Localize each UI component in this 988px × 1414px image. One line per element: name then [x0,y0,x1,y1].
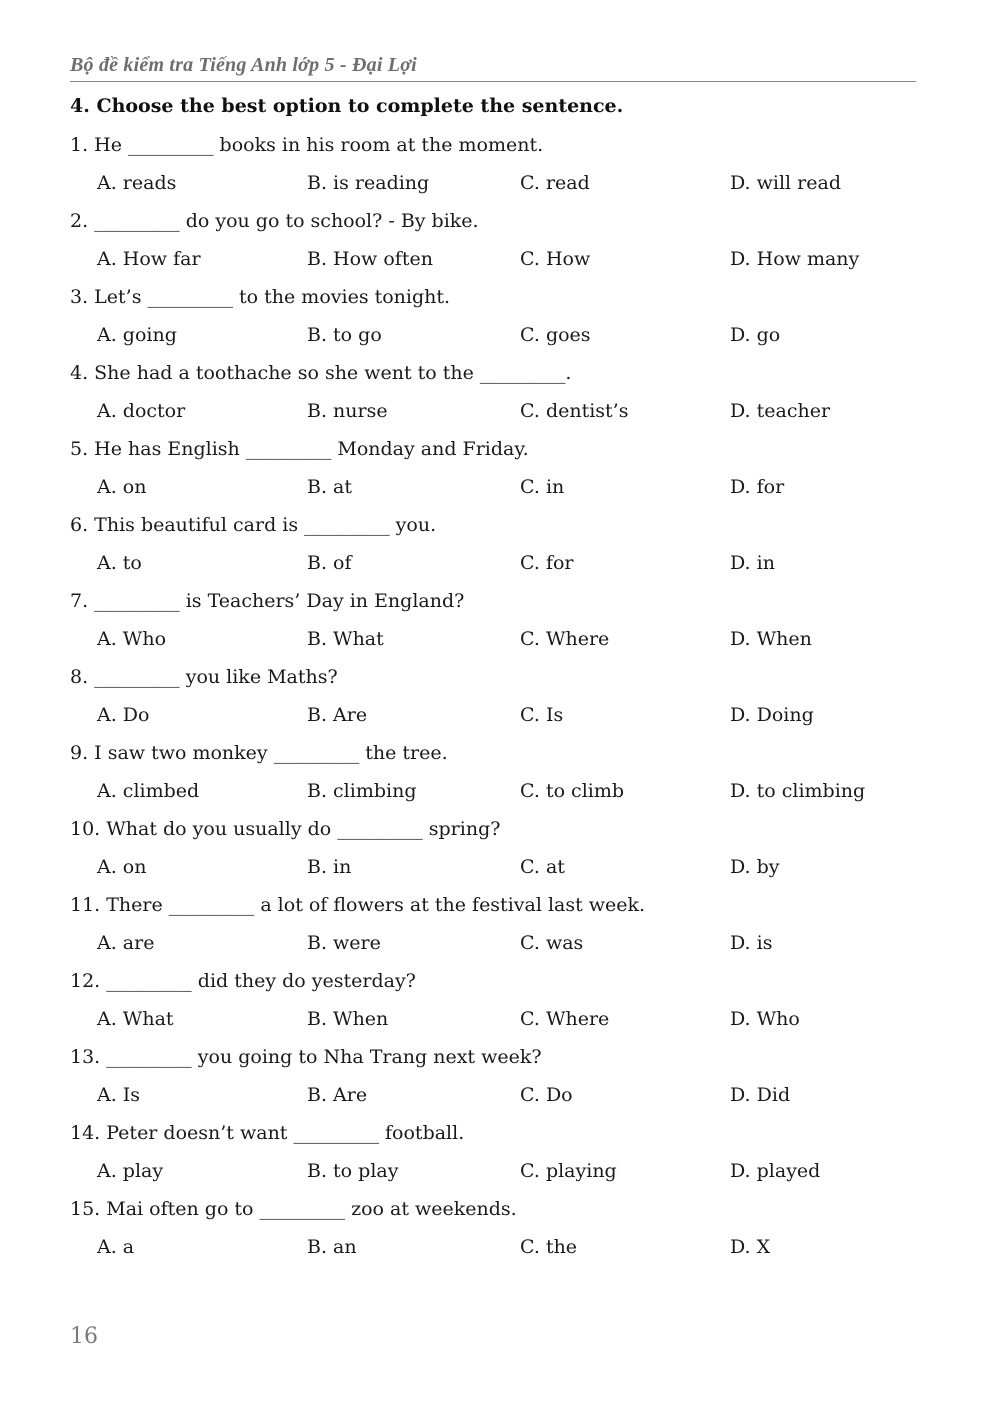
options-row [70,246,930,272]
question-item [70,132,930,208]
option-d: D. to climbing [730,780,866,802]
question-text: 7. _________ is Teachers’ Day in England? [70,590,465,612]
option-b: B. nurse [307,400,388,422]
option-d: D. teacher [730,400,831,422]
option-c: C. at [520,856,565,878]
option-b: B. an [307,1236,357,1258]
option-c: C. Do [520,1084,573,1106]
question-text: 14. Peter doesn’t want _________ football. [70,1122,465,1144]
option-c: C. in [520,476,565,498]
question-text: 1. He _________ books in his room at the moment. [70,134,544,156]
option-b: B. is reading [307,172,430,194]
question-item [70,360,930,436]
option-c: C. to climb [520,780,625,802]
question-text: 10. What do you usually do _________ spring? [70,818,501,840]
option-b: B. How often [307,248,433,270]
question-text: 12. _________ did they do yesterday? [70,970,416,992]
options-row [70,854,930,880]
option-a: A. on [97,856,147,878]
question-item [70,968,930,1044]
question-text: 9. I saw two monkey _________ the tree. [70,742,448,764]
options-row [70,930,930,956]
question-item [70,816,930,892]
options-row [70,1006,930,1032]
option-c: C. dentist’s [520,400,629,422]
option-c: C. the [520,1236,578,1258]
options-row [70,322,930,348]
option-d: D. Who [730,1008,800,1030]
option-d: D. Did [730,1084,791,1106]
option-b: B. Are [307,1084,368,1106]
option-a: A. climbed [97,780,200,802]
header-divider [70,81,916,82]
option-d: D. played [730,1160,821,1182]
option-a: A. doctor [97,400,186,422]
option-a: A. Who [97,628,167,650]
option-d: D. go [730,324,781,346]
option-c: C. Where [520,1008,610,1030]
option-a: A. Is [97,1084,141,1106]
question-item [70,1196,930,1272]
option-c: C. Where [520,628,610,650]
question-item [70,1120,930,1196]
question-text: 4. She had a toothache so she went to the _________. [70,362,572,384]
question-text: 6. This beautiful card is _________ you. [70,514,437,536]
question-text: 5. He has English _________ Monday and Friday. [70,438,529,460]
question-item [70,664,930,740]
question-item [70,208,930,284]
options-row [70,170,930,196]
option-d: D. in [730,552,775,574]
options-row [70,778,930,804]
option-b: B. were [307,932,381,954]
option-b: B. to play [307,1160,399,1182]
option-d: D. is [730,932,773,954]
option-b: B. in [307,856,352,878]
option-d: D. for [730,476,785,498]
options-row [70,550,930,576]
running-header: Bộ đề kiểm tra Tiếng Anh lớp 5 - Đại Lợi [70,54,417,76]
option-b: B. What [307,628,384,650]
option-a: A. How far [97,248,201,270]
option-a: A. play [97,1160,164,1182]
question-item [70,892,930,968]
option-a: A. Do [97,704,150,726]
option-b: B. to go [307,324,382,346]
options-row [70,1158,930,1184]
option-c: C. Is [520,704,564,726]
option-a: A. reads [97,172,177,194]
question-item [70,436,930,512]
option-a: A. on [97,476,147,498]
question-text: 13. _________ you going to Nha Trang next week? [70,1046,542,1068]
option-a: A. are [97,932,155,954]
options-row [70,474,930,500]
options-row [70,1082,930,1108]
option-a: A. to [97,552,142,574]
option-b: B. Are [307,704,368,726]
option-c: C. goes [520,324,591,346]
option-b: B. of [307,552,352,574]
question-item [70,284,930,360]
question-list [70,132,930,1272]
question-text: 2. _________ do you go to school? - By bike. [70,210,479,232]
option-c: C. read [520,172,590,194]
question-item [70,1044,930,1120]
option-a: A. What [97,1008,174,1030]
options-row [70,1234,930,1260]
option-d: D. by [730,856,780,878]
question-text: 11. There _________ a lot of flowers at the festival last week. [70,894,646,916]
option-d: D. X [730,1236,771,1258]
question-item [70,740,930,816]
option-d: D. How many [730,248,860,270]
option-b: B. When [307,1008,389,1030]
option-b: B. climbing [307,780,417,802]
option-d: D. Doing [730,704,814,726]
option-c: C. for [520,552,574,574]
question-item [70,588,930,664]
question-item [70,512,930,588]
option-c: C. was [520,932,584,954]
option-d: D. When [730,628,812,650]
page-number: 16 [70,1324,98,1349]
option-c: C. playing [520,1160,617,1182]
option-b: B. at [307,476,353,498]
option-a: A. a [97,1236,135,1258]
question-text: 15. Mai often go to _________ zoo at weekends. [70,1198,517,1220]
options-row [70,702,930,728]
section-title: 4. Choose the best option to complete the sentence. [70,95,624,117]
question-text: 3. Let’s _________ to the movies tonight. [70,286,451,308]
option-d: D. will read [730,172,841,194]
question-text: 8. _________ you like Maths? [70,666,338,688]
option-c: C. How [520,248,591,270]
options-row [70,398,930,424]
options-row [70,626,930,652]
option-a: A. going [97,324,177,346]
